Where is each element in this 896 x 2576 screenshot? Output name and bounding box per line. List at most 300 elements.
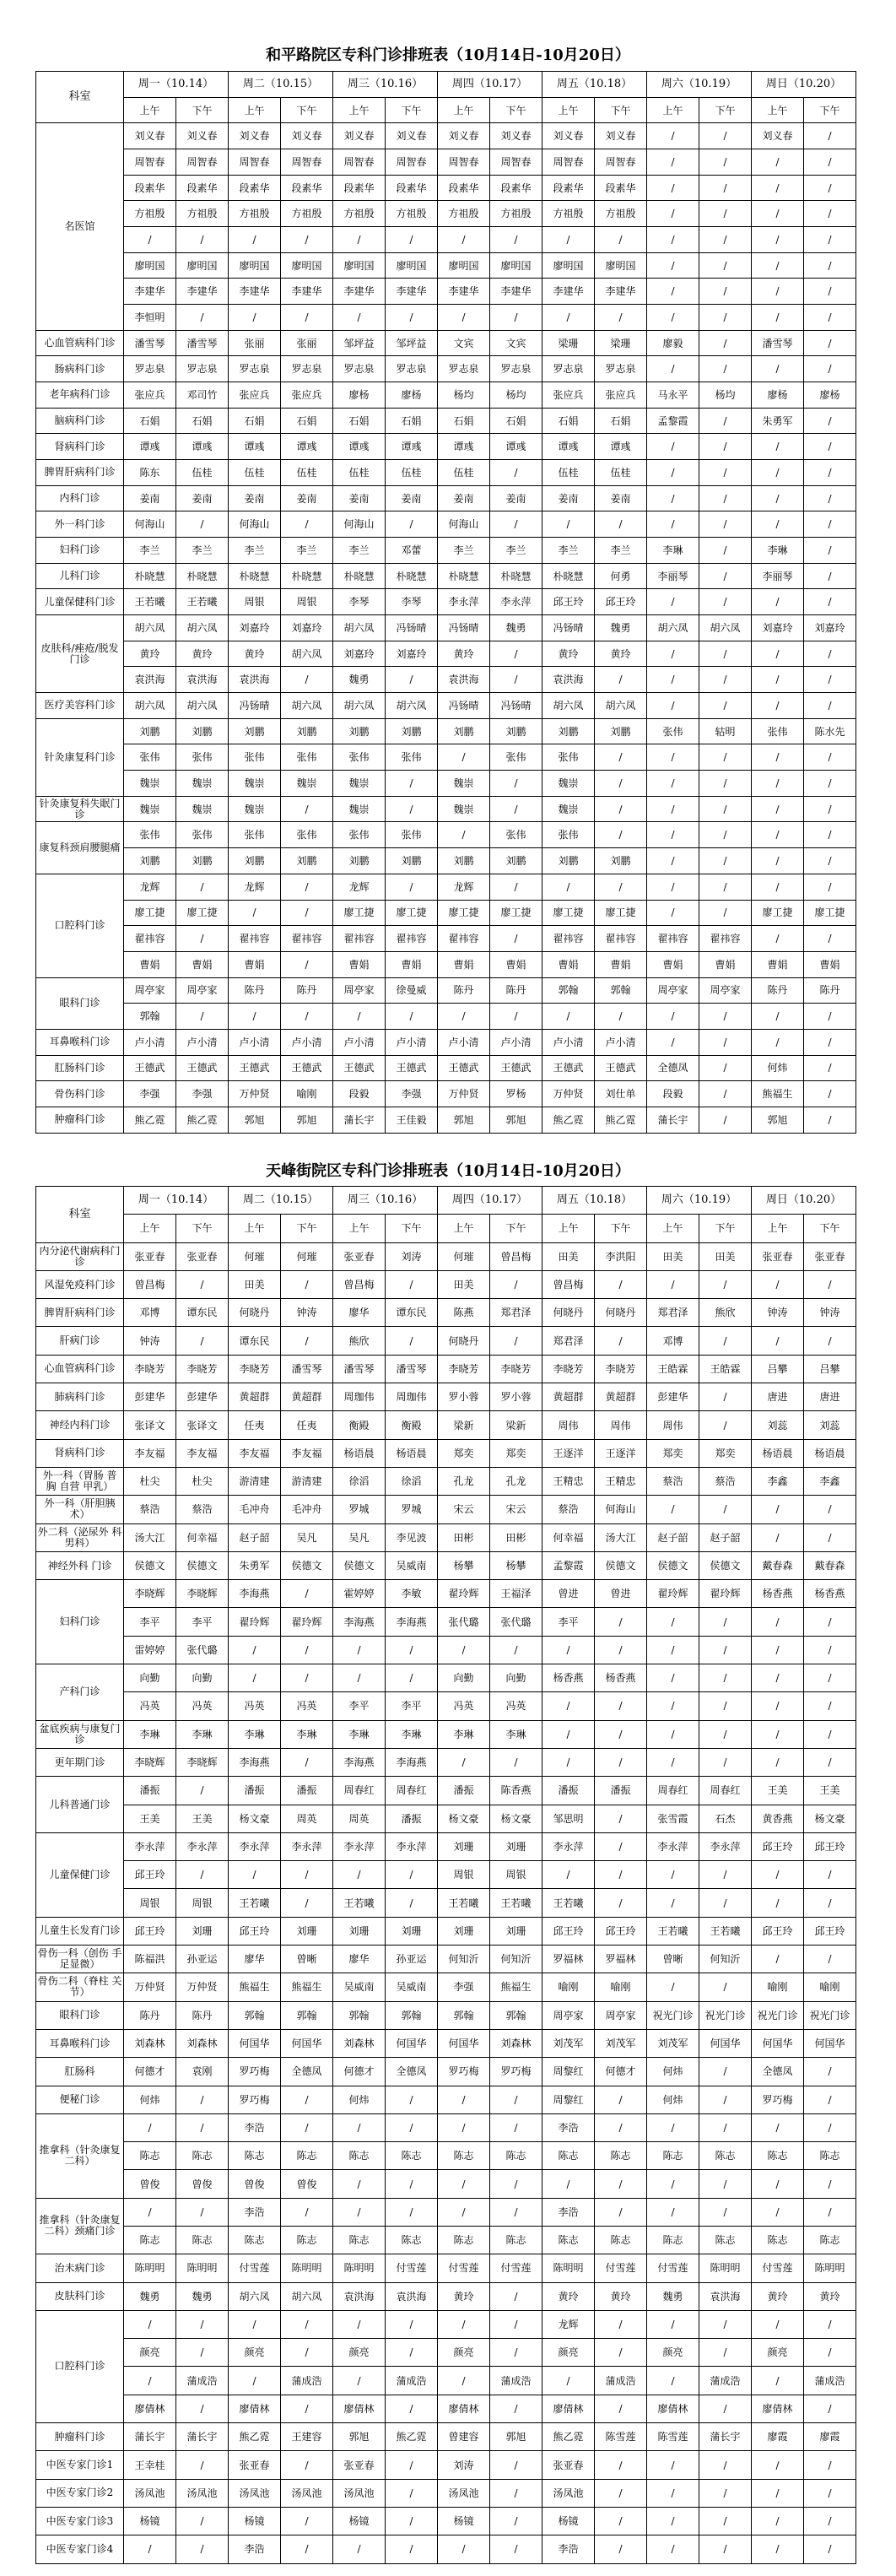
doctor-cell: 罗福林 (542, 1946, 595, 1973)
doctor-cell: / (386, 227, 438, 253)
doctor-cell: / (752, 744, 804, 771)
doctor-cell: 何德才 (333, 2058, 386, 2086)
doctor-cell: / (699, 1107, 752, 1133)
doctor-cell: 刘涛 (438, 2451, 490, 2479)
doctor-cell: 朴晓慧 (124, 563, 176, 589)
doctor-cell: 谭彧 (595, 434, 647, 460)
doctor-cell: 吴凡 (281, 1523, 333, 1551)
doctor-cell: 张丽 (229, 330, 281, 356)
doctor-cell: 陈志 (647, 2142, 699, 2170)
doctor-cell: / (647, 2310, 699, 2338)
doctor-cell: 陈志 (124, 2142, 176, 2170)
doctor-cell: 杨语晨 (386, 1439, 438, 1467)
doctor-cell: 汤大江 (124, 1523, 176, 1551)
table-row (36, 926, 856, 952)
doctor-cell: / (490, 2339, 542, 2367)
doctor-cell: 曹娟 (176, 951, 229, 977)
table-row (36, 434, 856, 460)
doctor-cell: 侯德文 (176, 1551, 229, 1579)
doctor-cell: / (699, 408, 752, 434)
doctor-cell: 李建华 (542, 279, 595, 305)
doctor-cell: 胡六凤 (595, 693, 647, 719)
doctor-cell: 卢小清 (333, 1029, 386, 1055)
doctor-cell: 周黎红 (542, 2086, 595, 2113)
table-row (36, 2479, 856, 2507)
doctor-cell: 熊乙霓 (542, 2423, 595, 2451)
doctor-cell: 陈明明 (699, 2254, 752, 2282)
doctor-cell: 何晓丹 (542, 1299, 595, 1327)
doctor-cell: 祝光门诊 (804, 2001, 856, 2029)
table-row (36, 1299, 856, 1327)
doctor-cell: 廖倩林 (124, 2395, 176, 2422)
doctor-cell: 蔡浩 (647, 1467, 699, 1495)
doctor-cell: 王德武 (229, 1055, 281, 1081)
doctor-cell: 刘茂军 (647, 2029, 699, 2057)
doctor-cell: 蒲长宇 (699, 2423, 752, 2451)
doctor-cell: / (595, 2395, 647, 2422)
dept-name: 眼科门诊 (36, 2001, 124, 2029)
doctor-cell: 蔡浩 (124, 1496, 176, 1523)
doctor-cell: / (595, 1270, 647, 1298)
doctor-cell: / (386, 1636, 438, 1664)
doctor-cell: 胡六凤 (542, 693, 595, 719)
doctor-cell: 魏崇 (229, 771, 281, 797)
dept-name: 内分泌代谢病科门诊 (36, 1242, 124, 1270)
doctor-cell: 罗杨 (490, 1081, 542, 1107)
doctor-cell: / (386, 796, 438, 822)
doctor-cell: 段素华 (281, 175, 333, 201)
doctor-cell: / (752, 1720, 804, 1748)
doctor-cell: 杨攀 (438, 1551, 490, 1579)
dept-name: 老年病科门诊 (36, 382, 124, 409)
doctor-cell: 何炜 (124, 2086, 176, 2113)
doctor-cell: / (699, 2310, 752, 2338)
doctor-cell: 侯德文 (699, 1551, 752, 1579)
doctor-cell: / (333, 1636, 386, 1664)
dept-name: 眼科门诊 (36, 977, 124, 1029)
doctor-cell: 刘仕单 (595, 1081, 647, 1107)
doctor-cell: 何炜 (752, 1055, 804, 1081)
dept-name: 儿科普通门诊 (36, 1777, 124, 1833)
doctor-cell: / (176, 1777, 229, 1805)
doctor-cell: 罗志泉 (176, 356, 229, 382)
doctor-cell: 潘振 (229, 1777, 281, 1805)
doctor-cell: 翟玲辉 (699, 1580, 752, 1608)
doctor-cell: / (804, 2198, 856, 2226)
doctor-cell: 吕攀 (752, 1355, 804, 1383)
doctor-cell: 魏崇 (333, 796, 386, 822)
day-header: 周四（10.17） (438, 1187, 542, 1215)
doctor-cell: 曹娟 (752, 951, 804, 977)
dept-name: 针灸康复科失眠门诊 (36, 796, 124, 822)
doctor-cell: / (752, 848, 804, 874)
doctor-cell: 陈志 (804, 2226, 856, 2254)
doctor-cell: 刘鹏 (438, 718, 490, 744)
doctor-cell: 蒲长宇 (333, 1107, 386, 1133)
doctor-cell: 侯德文 (647, 1551, 699, 1579)
doctor-cell: / (804, 305, 856, 331)
doctor-cell: / (752, 1270, 804, 1298)
doctor-cell: 翟祎容 (542, 926, 595, 952)
doctor-cell: 钟涛 (752, 1299, 804, 1327)
dept-name: 中医专家门诊2 (36, 2479, 124, 2507)
doctor-cell: 廖明国 (333, 252, 386, 279)
doctor-cell: 邱王玲 (229, 1917, 281, 1945)
table-row (36, 2282, 856, 2310)
doctor-cell: 李鑫 (804, 1467, 856, 1495)
doctor-cell: 胡六凤 (124, 615, 176, 641)
doctor-cell: 刘蕊 (752, 1411, 804, 1439)
doctor-cell: / (804, 589, 856, 615)
table-row (36, 1664, 856, 1692)
doctor-cell: 何晓丹 (229, 1299, 281, 1327)
doctor-cell: / (176, 227, 229, 253)
doctor-cell: 曾昌梅 (333, 1270, 386, 1298)
doctor-cell: 朱勇军 (229, 1551, 281, 1579)
doctor-cell: / (699, 356, 752, 382)
doctor-cell: / (804, 1636, 856, 1664)
doctor-cell: / (647, 1029, 699, 1055)
doctor-cell: / (699, 2451, 752, 2479)
doctor-cell: / (647, 252, 699, 279)
dept-name: 肛肠科门诊 (36, 1055, 124, 1081)
doctor-cell: / (699, 2395, 752, 2422)
doctor-cell: / (804, 434, 856, 460)
doctor-cell: 姜南 (229, 485, 281, 511)
doctor-cell: 陈丹 (124, 2001, 176, 2029)
doctor-cell: 陈志 (438, 2142, 490, 2170)
doctor-cell: 陈志 (595, 2226, 647, 2254)
doctor-cell: / (386, 1889, 438, 1917)
doctor-cell: 李丽琴 (647, 563, 699, 589)
doctor-cell: 罗巧梅 (438, 2058, 490, 2086)
doctor-cell: / (438, 1004, 490, 1030)
doctor-cell: 郑奕 (647, 1439, 699, 1467)
doctor-cell: / (542, 511, 595, 538)
doctor-cell: / (647, 900, 699, 926)
doctor-cell: / (490, 2451, 542, 2479)
doctor-cell: / (595, 2507, 647, 2535)
doctor-cell: / (804, 460, 856, 486)
doctor-cell: 杨均 (699, 382, 752, 409)
doctor-cell: / (752, 434, 804, 460)
doctor-cell: 陈明明 (176, 2254, 229, 2282)
doctor-cell: 陈东 (124, 460, 176, 486)
doctor-cell: / (699, 744, 752, 771)
doctor-cell: 黄超群 (281, 1383, 333, 1411)
doctor-cell: 杨均 (438, 382, 490, 409)
doctor-cell: 颜亮 (542, 2339, 595, 2367)
doctor-cell: / (699, 1692, 752, 1720)
doctor-cell: 蒲成浩 (176, 2367, 229, 2395)
doctor-cell: 李永萍 (647, 1832, 699, 1860)
doctor-cell: 李丽琴 (752, 563, 804, 589)
doctor-cell: 颜亮 (229, 2339, 281, 2367)
doctor-cell: 李晓芳 (229, 1355, 281, 1383)
doctor-cell: 刘鹏 (542, 718, 595, 744)
day-header: 周五（10.18） (542, 1187, 647, 1215)
doctor-cell: / (647, 848, 699, 874)
doctor-cell: 李浩 (542, 2198, 595, 2226)
doctor-cell: / (595, 2198, 647, 2226)
doctor-cell: 张伟 (229, 744, 281, 771)
day-header: 周一（10.14） (124, 1187, 229, 1215)
doctor-cell: / (699, 538, 752, 564)
doctor-cell: 刘鹏 (595, 718, 647, 744)
doctor-cell: 陈志 (699, 2226, 752, 2254)
doctor-cell: 胡六凤 (333, 615, 386, 641)
doctor-cell: 杨香燕 (752, 1580, 804, 1608)
doctor-cell: / (595, 511, 647, 538)
doctor-cell: 曹娟 (386, 951, 438, 977)
doctor-cell: 李永萍 (490, 589, 542, 615)
doctor-cell: 汤凤池 (438, 2479, 490, 2507)
doctor-cell: / (333, 305, 386, 331)
doctor-cell: 李晓芳 (490, 1355, 542, 1383)
table-row (36, 149, 856, 176)
doctor-cell: / (804, 538, 856, 564)
doctor-cell: 唐进 (752, 1383, 804, 1411)
doctor-cell: / (281, 2198, 333, 2226)
doctor-cell: 周黎红 (542, 2058, 595, 2086)
doctor-cell: 付雪莲 (229, 2254, 281, 2282)
doctor-cell: 刘义春 (490, 123, 542, 149)
doctor-cell: 罗城 (333, 1496, 386, 1523)
doctor-cell: 万仲贤 (229, 1081, 281, 1107)
doctor-cell: 罗志泉 (229, 356, 281, 382)
slot-header: 下午 (386, 97, 438, 123)
doctor-cell: 王若曦 (542, 1889, 595, 1917)
doctor-cell: 刘森林 (124, 2029, 176, 2057)
doctor-cell: 徐滔 (386, 1467, 438, 1495)
doctor-cell: 魏崇 (176, 771, 229, 797)
doctor-cell: 胡六凤 (333, 693, 386, 719)
doctor-cell: / (386, 2310, 438, 2338)
doctor-cell: 王若曦 (699, 1917, 752, 1945)
doctor-cell: / (804, 485, 856, 511)
doctor-cell: 侯德文 (281, 1551, 333, 1579)
doctor-cell: / (647, 2198, 699, 2226)
doctor-cell: / (699, 305, 752, 331)
doctor-cell: 周伟 (542, 1411, 595, 1439)
doctor-cell: / (752, 1636, 804, 1664)
doctor-cell: 霍婷婷 (333, 1580, 386, 1608)
doctor-cell: / (438, 822, 490, 848)
doctor-cell: 姜南 (595, 485, 647, 511)
doctor-cell: 张丽 (281, 330, 333, 356)
doctor-cell: 任夷 (229, 1411, 281, 1439)
doctor-cell: 周银 (176, 1889, 229, 1917)
doctor-cell: 罗志泉 (490, 356, 542, 382)
doctor-cell: 田彬 (438, 1523, 490, 1551)
doctor-cell: 黄玲 (752, 2282, 804, 2310)
doctor-cell: 方祖殷 (281, 201, 333, 227)
doctor-cell: 邱王玲 (752, 1832, 804, 1860)
doctor-cell: 周智春 (595, 149, 647, 176)
doctor-cell: / (804, 926, 856, 952)
doctor-cell: / (752, 1946, 804, 1973)
doctor-cell: / (229, 1861, 281, 1889)
table-row (36, 744, 856, 771)
table-row (36, 356, 856, 382)
doctor-cell: 姜南 (333, 485, 386, 511)
doctor-cell: / (281, 1861, 333, 1889)
doctor-cell: 冯钖晴 (542, 615, 595, 641)
doctor-cell: / (752, 771, 804, 797)
doctor-cell: 张译文 (124, 1411, 176, 1439)
doctor-cell: / (490, 305, 542, 331)
table-row (36, 460, 856, 486)
doctor-cell: 侯德文 (333, 1551, 386, 1579)
doctor-cell: 罗小蓉 (438, 1383, 490, 1411)
doctor-cell: 周英 (281, 1805, 333, 1832)
doctor-cell: 郭翰 (490, 2001, 542, 2029)
doctor-cell: 冯英 (229, 1692, 281, 1720)
table-row (36, 123, 856, 149)
doctor-cell: 张代璐 (438, 1608, 490, 1636)
doctor-cell: / (490, 2507, 542, 2535)
doctor-cell: / (699, 175, 752, 201)
doctor-cell: 胡六凤 (699, 615, 752, 641)
doctor-cell: / (490, 2535, 542, 2563)
doctor-cell: 翟祎容 (386, 926, 438, 952)
doctor-cell: 袁洪海 (124, 667, 176, 693)
doctor-cell: 李兰 (229, 538, 281, 564)
doctor-cell: / (124, 2113, 176, 2141)
doctor-cell: 李强 (124, 1081, 176, 1107)
doctor-cell: 周智春 (386, 149, 438, 176)
doctor-cell: 刘义春 (124, 123, 176, 149)
doctor-cell: / (176, 2198, 229, 2226)
doctor-cell: 熊乙霓 (542, 1107, 595, 1133)
doctor-cell: 祝光门诊 (647, 2001, 699, 2029)
doctor-cell: 郭旭 (333, 2423, 386, 2451)
doctor-cell: 陈志 (490, 2142, 542, 2170)
doctor-cell: 刘鹏 (229, 848, 281, 874)
doctor-cell: 邹坪益 (333, 330, 386, 356)
table-row (36, 1889, 856, 1917)
doctor-cell: 杨文豪 (804, 1805, 856, 1832)
doctor-cell: 李兰 (281, 538, 333, 564)
doctor-cell: 李平 (176, 1608, 229, 1636)
doctor-cell: 刘义春 (438, 123, 490, 149)
doctor-cell: / (752, 356, 804, 382)
table-row (36, 693, 856, 719)
doctor-cell: 卢小清 (490, 1029, 542, 1055)
doctor-cell: / (281, 796, 333, 822)
doctor-cell: 何知沂 (438, 1946, 490, 1973)
doctor-cell: / (595, 1832, 647, 1860)
dept-name: 脾胃肝病科门诊 (36, 460, 124, 486)
doctor-cell: 潘雪琴 (176, 330, 229, 356)
doctor-cell: 朱勇军 (752, 408, 804, 434)
doctor-cell: 曾晰 (647, 1946, 699, 1973)
doctor-cell: 赵子韶 (647, 1523, 699, 1551)
doctor-cell: 蒲成浩 (386, 2367, 438, 2395)
doctor-cell: 黄超群 (542, 1383, 595, 1411)
doctor-cell: 孔龙 (490, 1467, 542, 1495)
table-row (36, 227, 856, 253)
doctor-cell: 熊福生 (490, 1973, 542, 2001)
table-row (36, 1805, 856, 1832)
doctor-cell: 周亭家 (542, 2001, 595, 2029)
doctor-cell: 熊福生 (281, 1973, 333, 2001)
doctor-cell: / (281, 1327, 333, 1355)
doctor-cell: / (595, 1004, 647, 1030)
doctor-cell: / (386, 2198, 438, 2226)
doctor-cell: 王美 (804, 1777, 856, 1805)
doctor-cell: 陈雪莲 (595, 2423, 647, 2451)
doctor-cell: 李建华 (386, 279, 438, 305)
doctor-cell: 廖倩林 (333, 2395, 386, 2422)
doctor-cell: / (542, 305, 595, 331)
doctor-cell: 杨语晨 (752, 1439, 804, 1467)
doctor-cell: / (647, 149, 699, 176)
doctor-cell: 何勇 (595, 563, 647, 589)
doctor-cell: / (752, 2310, 804, 2338)
doctor-cell: 伍桂 (281, 460, 333, 486)
doctor-cell: 曾俊 (229, 2170, 281, 2198)
doctor-cell: 周春红 (647, 1777, 699, 1805)
doctor-cell: / (804, 1270, 856, 1298)
dept-name: 康复科颈肩腰腿痛 (36, 822, 124, 874)
doctor-cell: 邓博 (647, 1327, 699, 1355)
doctor-cell: 熊乙霓 (386, 2423, 438, 2451)
doctor-cell: / (438, 2170, 490, 2198)
doctor-cell: 邱王玲 (124, 1861, 176, 1889)
doctor-cell: 何海山 (229, 511, 281, 538)
doctor-cell: 赵子韶 (699, 1523, 752, 1551)
doctor-cell: / (804, 1692, 856, 1720)
doctor-cell: 方祖殷 (542, 201, 595, 227)
doctor-cell: 方祖殷 (333, 201, 386, 227)
doctor-cell: 廖工捷 (124, 900, 176, 926)
doctor-cell: 陈志 (386, 2226, 438, 2254)
doctor-cell: 王美 (752, 1777, 804, 1805)
doctor-cell: 罗志泉 (333, 356, 386, 382)
doctor-cell: 熊福生 (752, 1081, 804, 1107)
doctor-cell: 黄玲 (438, 2282, 490, 2310)
doctor-cell: 颜亮 (438, 2339, 490, 2367)
doctor-cell: 李友福 (124, 1439, 176, 1467)
table-row (36, 1692, 856, 1720)
doctor-cell: 杨镜 (124, 2507, 176, 2535)
doctor-cell: 曾昌梅 (542, 1270, 595, 1298)
doctor-cell: 魏崇 (124, 771, 176, 797)
table-row (36, 1029, 856, 1055)
doctor-cell: 翟祎容 (229, 926, 281, 952)
doctor-cell: / (176, 1327, 229, 1355)
schedule-table (35, 1186, 856, 2564)
day-header: 周五（10.18） (542, 72, 647, 98)
doctor-cell: 张亚春 (542, 2451, 595, 2479)
doctor-cell: / (804, 2170, 856, 2198)
table-row (36, 2395, 856, 2422)
doctor-cell: 王德武 (176, 1055, 229, 1081)
doctor-cell: 邱王玲 (542, 1917, 595, 1945)
doctor-cell: 宋云 (438, 1496, 490, 1523)
doctor-cell: 梁珊 (542, 330, 595, 356)
doctor-cell: 邓司竹 (176, 382, 229, 409)
dept-name: 神经内科门诊 (36, 1411, 124, 1439)
doctor-cell: 黄玲 (176, 641, 229, 667)
doctor-cell: 段素华 (386, 175, 438, 201)
table-row (36, 2535, 856, 2563)
doctor-cell: 廖工捷 (542, 900, 595, 926)
doctor-cell: 谭彧 (542, 434, 595, 460)
doctor-cell: 邱王玲 (595, 589, 647, 615)
doctor-cell: / (804, 563, 856, 589)
